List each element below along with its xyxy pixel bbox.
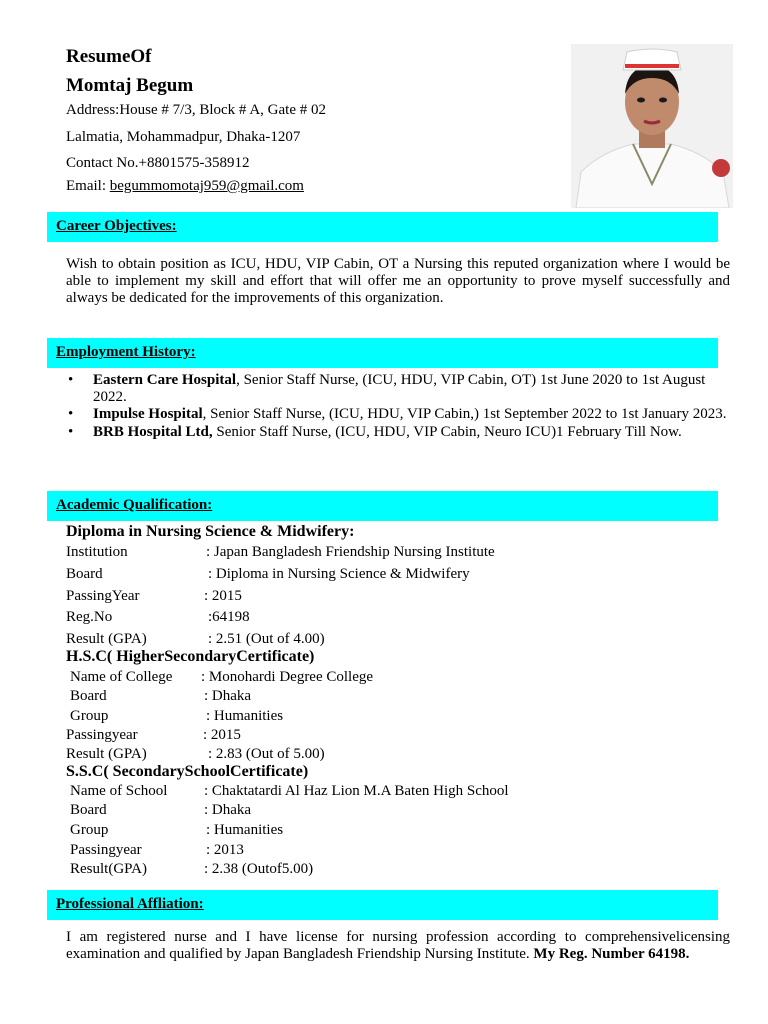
professional-body: I am registered nurse and I have license for nursing profession according to comprehensivelicensing examination and qualified by Japan Bangladesh Friendship Nursing Institute.	[66, 929, 730, 962]
diploma-value: : Diploma in Nursing Science & Midwifery	[208, 566, 470, 582]
email-label: Email:	[66, 178, 110, 194]
address-line-1: Address:House # 7/3, Block # A, Gate # 02	[66, 102, 326, 118]
ssc-label: Result(GPA)	[70, 861, 147, 877]
ssc-heading: S.S.C( SecondarySchoolCertificate)	[66, 763, 309, 780]
employment-detail: , Senior Staff Nurse, (ICU, HDU, VIP Cabin, OT) 1st June 2020 to 1st August 2022.	[93, 372, 706, 405]
ssc-value: : 2013	[206, 842, 244, 858]
diploma-label: Institution	[66, 544, 128, 560]
ssc-value: : Humanities	[206, 822, 284, 838]
hsc-label: Name of College	[70, 669, 173, 685]
ssc-label: Passingyear	[70, 842, 142, 858]
bullet-icon: •	[68, 423, 74, 440]
employment-list	[66, 372, 730, 441]
diploma-label: Result (GPA)	[66, 631, 147, 647]
section-title: Career Objectives:	[56, 218, 177, 234]
ssc-label: Name of School	[70, 783, 168, 799]
employer-name: Impulse Hospital	[93, 406, 203, 422]
employer-name: Eastern Care Hospital	[93, 372, 237, 388]
ssc-label: Board	[70, 802, 107, 818]
employment-detail: , Senior Staff Nurse, (ICU, HDU, VIP Cabin,) 1st September 2022 to 1st January 2023.	[202, 406, 727, 422]
ssc-value: : Chaktatardi Al Haz Lion M.A Baten High School	[204, 783, 509, 799]
diploma-value: :64198	[208, 609, 250, 625]
ssc-value: : 2.38 (Outof5.00)	[204, 861, 314, 877]
diploma-label: Reg.No	[66, 609, 113, 625]
list-item	[66, 424, 730, 441]
professional-text	[66, 929, 730, 963]
employer-name: BRB Hospital Ltd,	[93, 423, 213, 440]
hsc-heading: H.S.C( HigherSecondaryCertificate)	[66, 648, 315, 665]
portrait-photo-icon	[571, 44, 733, 208]
diploma-label: Board	[66, 566, 103, 582]
ssc-value: : Dhaka	[204, 802, 252, 818]
hsc-value: : Monohardi Degree College	[201, 669, 374, 685]
diploma-value: : 2.51 (Out of 4.00)	[208, 631, 325, 647]
hsc-value: : 2.83 (Out of 5.00)	[208, 746, 325, 762]
diploma-value: : 2015	[204, 588, 242, 604]
section-professional-affiliation	[47, 890, 718, 920]
diploma-heading: Diploma in Nursing Science & Midwifery:	[66, 523, 355, 540]
career-objective-text: Wish to obtain position as ICU, HDU, VIP Cabin, OT a Nursing this reputed organization where I would be able to implement my skill and effort that will offer me an opportunity to prove myself successfully and always be dedicated for the improvements of this organization.	[66, 256, 730, 306]
resume-title: ResumeOf	[66, 46, 152, 67]
person-name: Momtaj Begum	[66, 75, 194, 96]
section-employment-history	[47, 338, 718, 368]
employment-detail: Senior Staff Nurse, (ICU, HDU, VIP Cabin, Neuro ICU)1 February Till Now.	[212, 423, 682, 440]
bullet-icon: •	[68, 372, 74, 388]
diploma-value: : Japan Bangladesh Friendship Nursing Institute	[206, 544, 495, 560]
hsc-label: Group	[70, 708, 109, 724]
section-title: Academic Qualification:	[56, 497, 213, 513]
hsc-value: : Dhaka	[204, 688, 252, 704]
section-title: Professional Affliation:	[56, 896, 204, 912]
diploma-label: PassingYear	[66, 588, 140, 604]
list-item	[66, 372, 730, 405]
email-row	[66, 177, 304, 196]
section-academic-qualification	[47, 491, 718, 521]
hsc-value: : Humanities	[206, 708, 284, 724]
list-item	[66, 406, 730, 423]
registration-number: My Reg. Number 64198.	[533, 946, 690, 962]
address-line-2: Lalmatia, Mohammadpur, Dhaka-1207	[66, 129, 301, 145]
hsc-label: Passingyear	[66, 727, 138, 743]
hsc-label: Result (GPA)	[66, 746, 147, 762]
email-link[interactable]: begummomotaj959@gmail.com	[109, 178, 304, 194]
section-career-objectives	[47, 212, 718, 242]
ssc-label: Group	[70, 822, 109, 838]
hsc-label: Board	[70, 688, 107, 704]
hsc-value: : 2015	[203, 727, 241, 743]
bullet-icon: •	[68, 406, 74, 422]
section-title: Employment History:	[56, 344, 196, 360]
contact-number: Contact No.+8801575-358912	[66, 155, 250, 171]
